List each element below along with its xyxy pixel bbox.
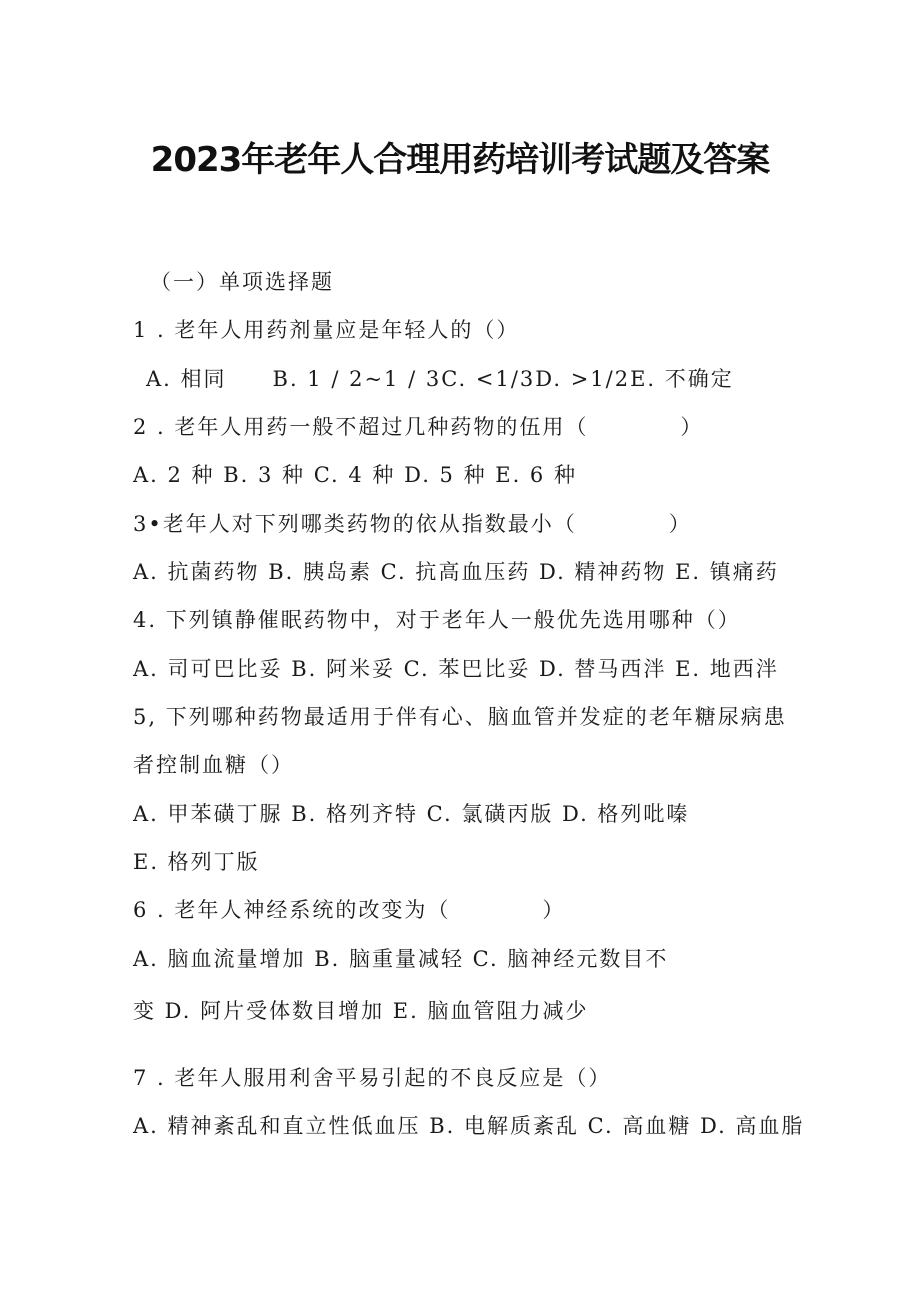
question-6-options: A. 脑血流量增加 B. 脑重量减轻 C. 脑神经元数目不	[133, 947, 669, 971]
question-7: 7 . 老年人服用利舍平易引起的不良反应是（）	[133, 1066, 612, 1090]
question-7-options: A. 精神紊乱和直立性低血压 B. 电解质紊乱 C. 高血糖 D. 高血脂	[133, 1114, 805, 1138]
document-title: 2023年老年人合理用药培训考试题及答案	[150, 140, 770, 180]
question-6-options-continued: 变 D. 阿片受体数目增加 E. 脑血管阻力减少	[133, 999, 589, 1023]
question-2-options: A. 2 种 B. 3 种 C. 4 种 D. 5 种 E. 6 种	[133, 463, 577, 487]
question-5-continued: 者控制血糖（）	[133, 753, 294, 777]
question-5-options-continued: E. 格列丁版	[133, 850, 260, 874]
question-4-options: A. 司可巴比妥 B. 阿米妥 C. 苯巴比妥 D. 替马西泮 E. 地西泮	[133, 657, 779, 681]
question-3-options: A. 抗菌药物 B. 胰岛素 C. 抗高血压药 D. 精神药物 E. 镇痛药	[133, 560, 779, 584]
question-5-options: A. 甲苯磺丁脲 B. 格列齐特 C. 氯磺丙版 D. 格列吡嗪	[133, 802, 690, 826]
section-heading: （一）单项选择题	[150, 270, 334, 294]
question-2: 2 . 老年人用药一般不超过几种药物的伍用（ ）	[133, 415, 704, 439]
question-1-options: A. 相同 B. 1 / 2~1 / 3C. <1/3D. >1/2E. 不确定	[146, 367, 734, 391]
question-1: 1 . 老年人用药剂量应是年轻人的（）	[133, 318, 520, 342]
question-4: 4. 下列镇静催眠药物中，对于老年人一般优先选用哪种（）	[133, 608, 741, 632]
question-3: 3•老年人对下列哪类药物的依从指数最小（ ）	[133, 512, 692, 536]
question-5: 5, 下列哪种药物最适用于伴有心、脑血管并发症的老年糖尿病患	[133, 705, 787, 729]
question-6: 6 . 老年人神经系统的改变为（ ）	[133, 898, 566, 922]
